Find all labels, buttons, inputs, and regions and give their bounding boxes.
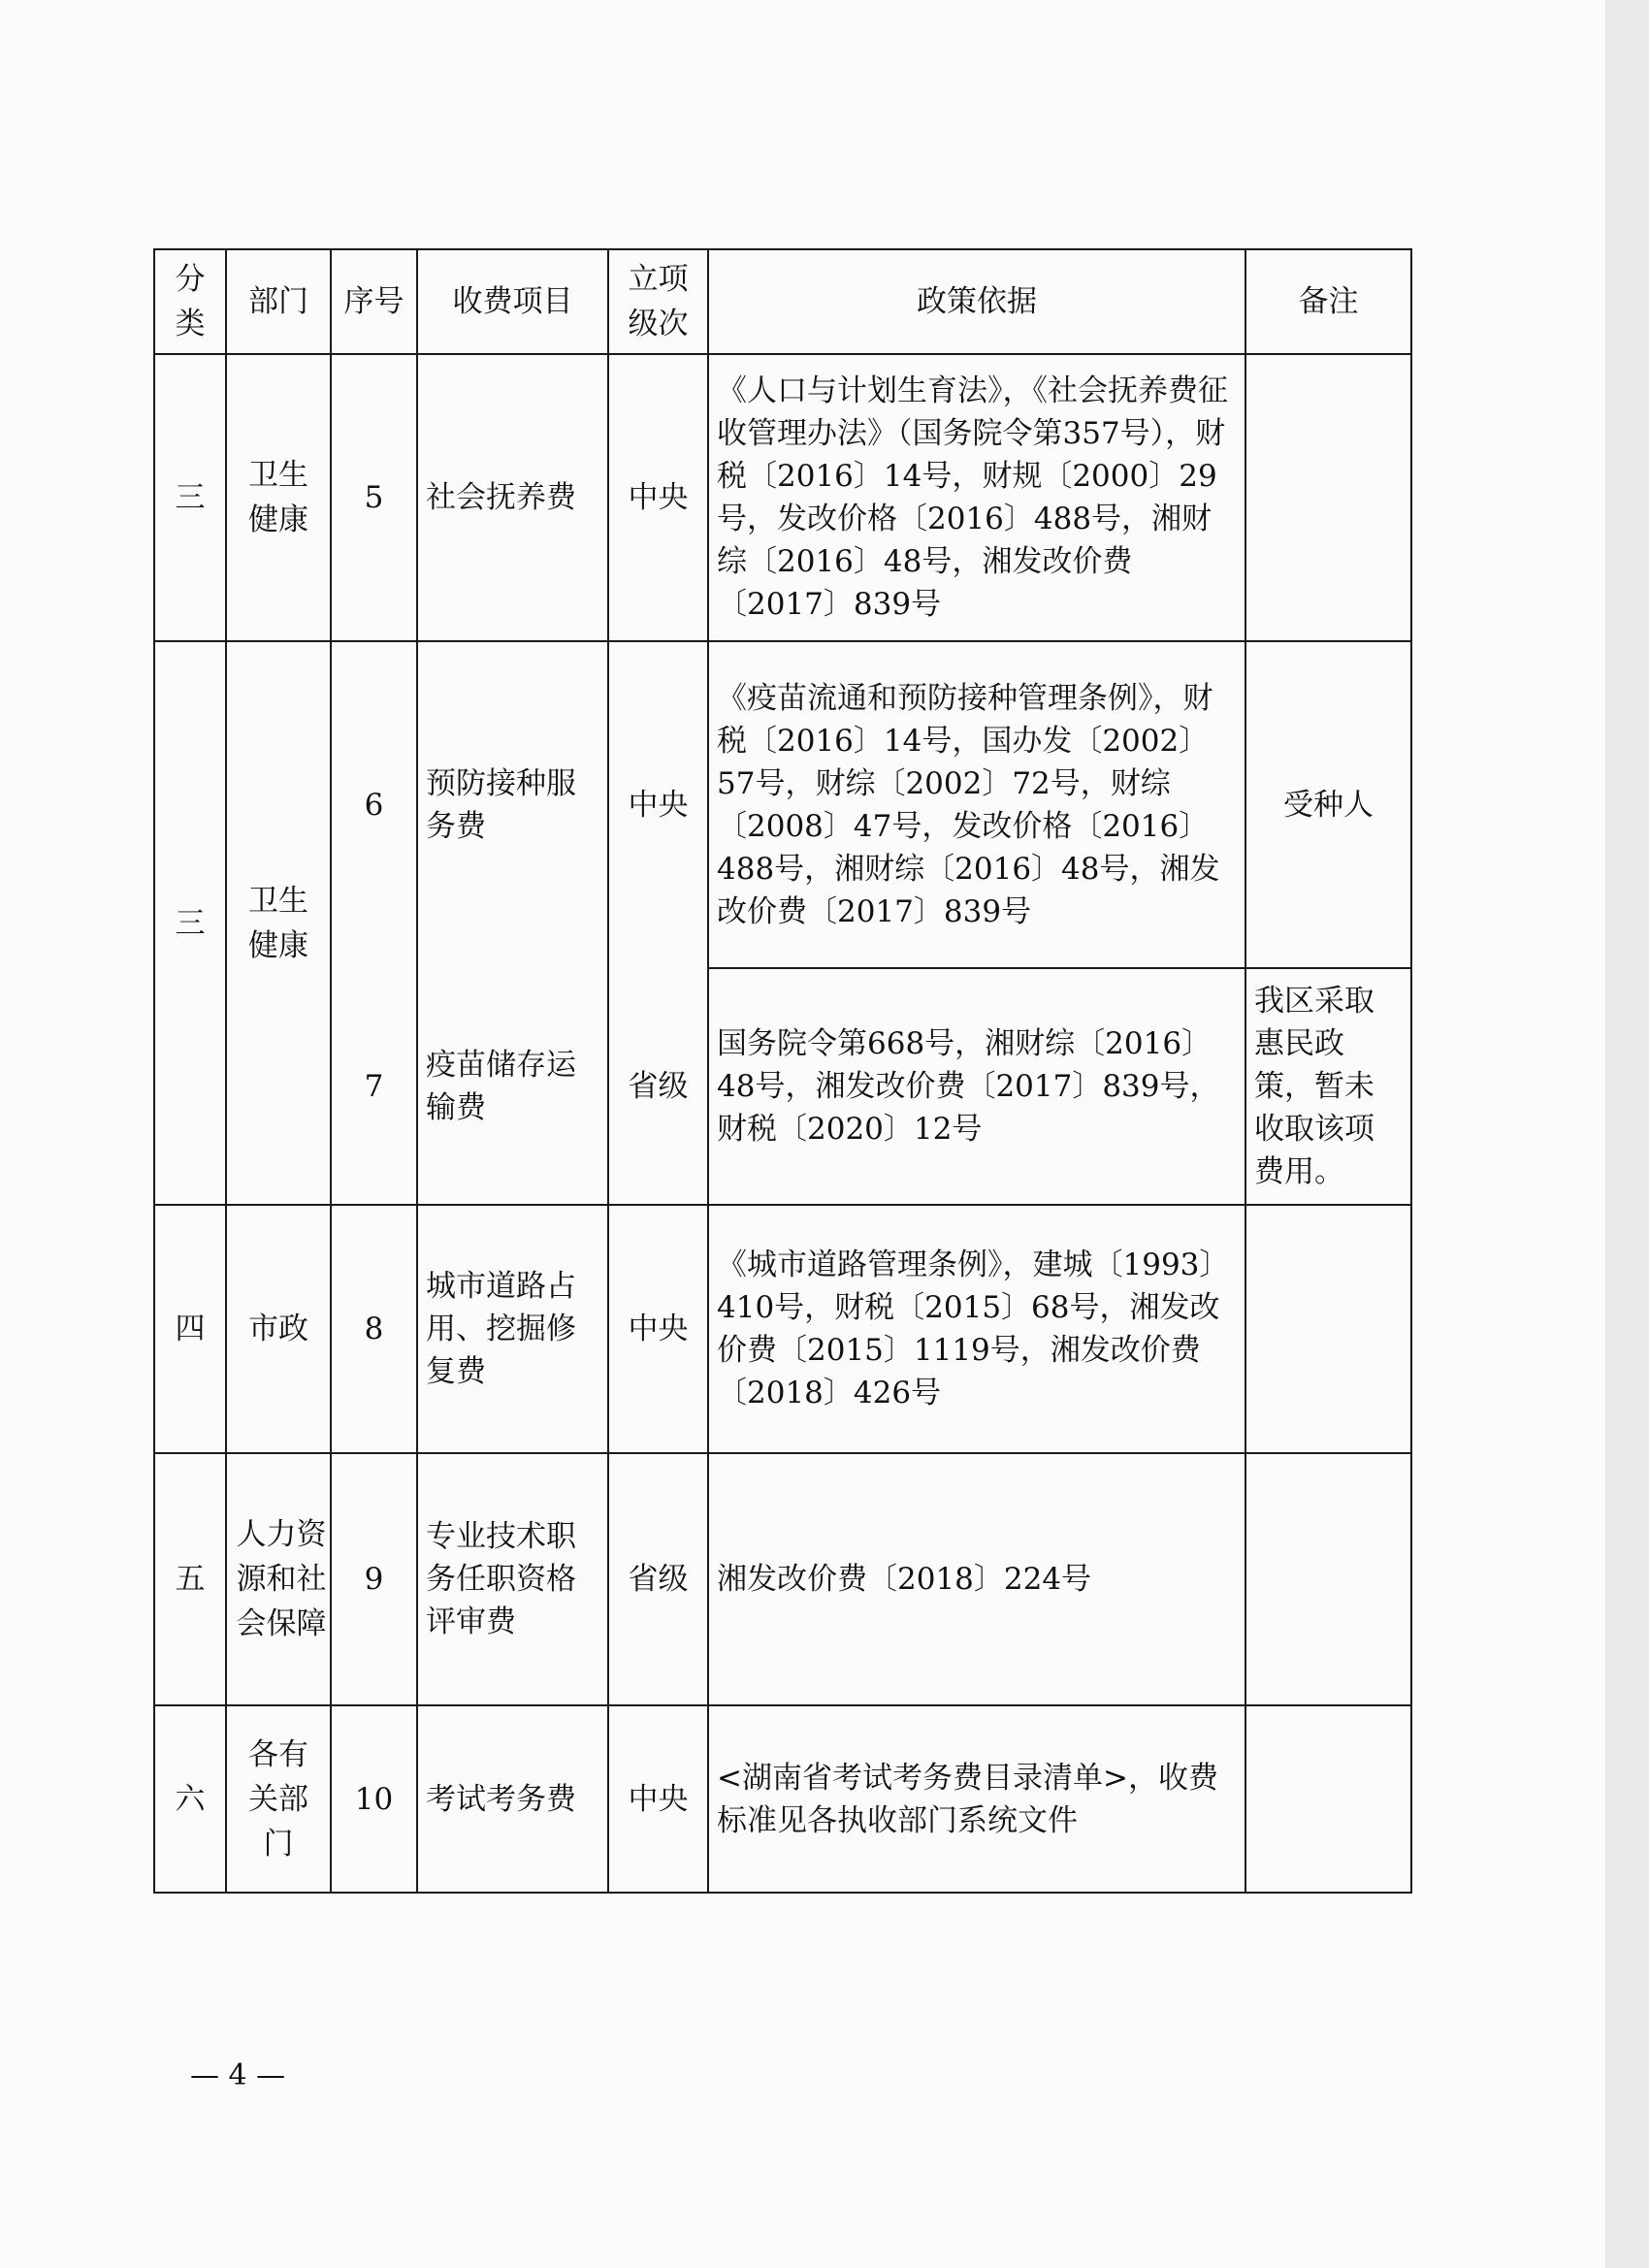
department-cell: 市政: [226, 1205, 331, 1453]
level-cell: 省级: [608, 968, 708, 1205]
seq-cell: 5: [331, 354, 417, 641]
table-row: [154, 1453, 1411, 1705]
note-cell: [1245, 1453, 1411, 1705]
seq-cell: 10: [331, 1705, 417, 1893]
policy-cell: 《城市道路管理条例》，建城〔1993〕410号，财税〔2015〕68号，湘发改价费〔2015〕1119号，湘发改价费〔2018〕426号: [708, 1205, 1245, 1453]
header-seq: 序号: [331, 249, 417, 354]
table-row: [154, 641, 1411, 968]
table-row: [154, 968, 1411, 1205]
level-cell: 中央: [608, 1705, 708, 1893]
department-cell: 各有关部门: [226, 1705, 331, 1893]
fee-table: [153, 248, 1412, 1894]
level-cell: 中央: [608, 354, 708, 641]
level-cell: 省级: [608, 1453, 708, 1705]
header-note: 备注: [1245, 249, 1411, 354]
item-cell: 预防接种服务费: [417, 641, 608, 968]
table-row: [154, 354, 1411, 641]
header-category: 分类: [154, 249, 226, 354]
note-cell: [1245, 354, 1411, 641]
table-row: [154, 1205, 1411, 1453]
item-cell: 城市道路占用、挖掘修复费: [417, 1205, 608, 1453]
note-cell: [1245, 1205, 1411, 1453]
note-cell: [1245, 1705, 1411, 1893]
header-item: 收费项目: [417, 249, 608, 354]
header-level: 立项级次: [608, 249, 708, 354]
table-header-row: [154, 249, 1411, 354]
category-cell: 三: [154, 354, 226, 641]
department-cell: 人力资源和社会保障: [226, 1453, 331, 1705]
level-cell: 中央: [608, 1205, 708, 1453]
level-cell: 中央: [608, 641, 708, 968]
policy-cell: 湘发改价费〔2018〕224号: [708, 1453, 1245, 1705]
category-cell: 六: [154, 1705, 226, 1893]
seq-cell: 6: [331, 641, 417, 968]
item-cell: 社会抚养费: [417, 354, 608, 641]
header-department: 部门: [226, 249, 331, 354]
seq-cell: 7: [331, 968, 417, 1205]
note-cell: 我区采取惠民政策，暂未收取该项费用。: [1245, 968, 1411, 1205]
category-cell: 四: [154, 1205, 226, 1453]
policy-cell: 《人口与计划生育法》，《社会抚养费征收管理办法》（国务院令第357号），财税〔2016〕14号，财规〔2000〕29号，发改价格〔2016〕488号，湘财综〔2016〕48号，湘发改价费〔2017〕839号: [708, 354, 1245, 641]
scan-edge: [1605, 0, 1649, 2268]
department-cell: 卫生健康: [226, 641, 331, 1205]
note-cell: 受种人: [1245, 641, 1411, 968]
item-cell: 疫苗储存运输费: [417, 968, 608, 1205]
department-cell: 卫生健康: [226, 354, 331, 641]
header-policy: 政策依据: [708, 249, 1245, 354]
seq-cell: 9: [331, 1453, 417, 1705]
policy-cell: <湖南省考试考务费目录清单>，收费标准见各执收部门系统文件: [708, 1705, 1245, 1893]
category-cell: 三: [154, 641, 226, 1205]
category-cell: 五: [154, 1453, 226, 1705]
policy-cell: 国务院令第668号，湘财综〔2016〕48号，湘发改价费〔2017〕839号，财税〔2020〕12号: [708, 968, 1245, 1205]
item-cell: 考试考务费: [417, 1705, 608, 1893]
item-cell: 专业技术职务任职资格评审费: [417, 1453, 608, 1705]
policy-cell: 《疫苗流通和预防接种管理条例》，财税〔2016〕14号，国办发〔2002〕57号，财综〔2002〕72号，财综〔2008〕47号，发改价格〔2016〕488号，湘财综〔2016〕48号，湘发改价费〔2017〕839号: [708, 641, 1245, 968]
table-row: [154, 1705, 1411, 1893]
seq-cell: 8: [331, 1205, 417, 1453]
page-number: — 4 —: [190, 2058, 286, 2092]
